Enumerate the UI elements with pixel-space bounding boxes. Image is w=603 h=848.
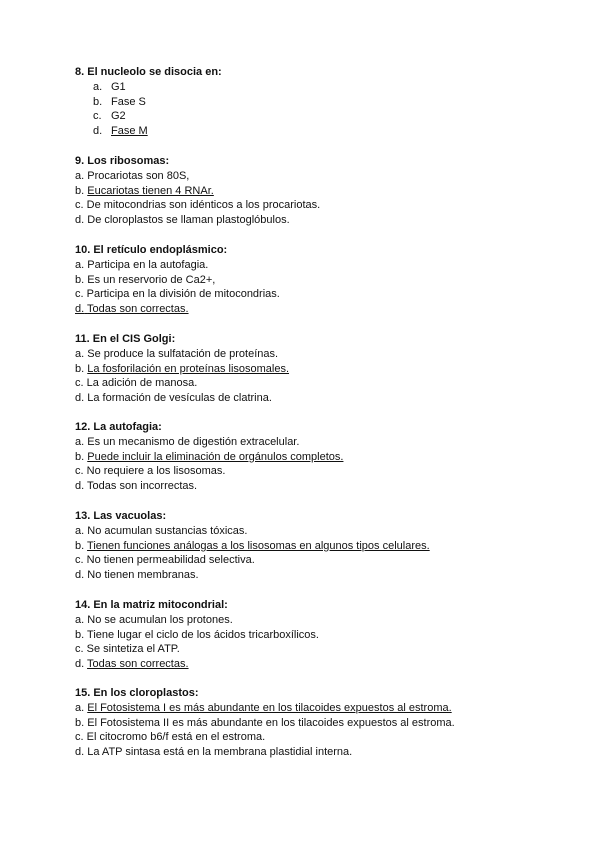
option-d xyxy=(75,124,575,139)
option-text: De cloroplastos se llaman plastoglóbulos. xyxy=(87,214,290,227)
option-text: No se acumulan los protones. xyxy=(87,613,233,626)
option-a xyxy=(75,435,575,450)
option-text: El Fotosistema II es más abundante en los tilacoides expuestos al estroma. xyxy=(87,716,455,729)
option-text-correct: La fosforilación en proteínas lisosomales. xyxy=(87,362,290,375)
option-text: La adición de manosa. xyxy=(86,377,198,390)
option-label: a. xyxy=(75,347,85,360)
option-text: El citocromo b6/f está en el estroma. xyxy=(86,731,266,744)
option-text: Procariotas son 80S, xyxy=(87,169,190,182)
option-label: a. xyxy=(93,80,103,93)
option-d xyxy=(75,745,575,760)
option-a xyxy=(75,524,575,539)
question-9 xyxy=(75,154,575,228)
option-text: Participa en la división de mitocondrias. xyxy=(86,288,280,301)
option-label: a. xyxy=(75,258,85,271)
option-label: b. xyxy=(75,628,85,641)
option-c xyxy=(75,553,575,568)
option-d xyxy=(75,479,575,494)
option-label: b. xyxy=(75,716,85,729)
option-label: a. xyxy=(75,169,85,182)
option-text: No requiere a los lisosomas. xyxy=(86,465,226,478)
option-label: a. xyxy=(75,701,85,714)
option-text: Todas son incorrectas. xyxy=(87,480,198,493)
option-c xyxy=(75,730,575,745)
question-10 xyxy=(75,243,575,317)
option-text-correct: Fase M xyxy=(111,125,148,138)
option-text: Participa en la autofagia. xyxy=(87,258,209,271)
option-text: Es un mecanismo de digestión extracelular. xyxy=(87,435,300,448)
option-c xyxy=(75,287,575,302)
option-a xyxy=(75,169,575,184)
question-12 xyxy=(75,420,575,494)
option-label: a. xyxy=(75,613,85,626)
question-title: 13. Las vacuolas: xyxy=(75,510,167,522)
option-label: c. xyxy=(75,288,84,301)
question-title: 14. En la matriz mitocondrial: xyxy=(75,599,228,611)
option-label: b. xyxy=(75,273,85,286)
option-b xyxy=(75,716,575,731)
option-d xyxy=(75,391,575,406)
option-c xyxy=(75,109,575,124)
question-8 xyxy=(75,65,575,139)
option-label: a. xyxy=(75,435,85,448)
option-label: c. xyxy=(93,110,102,123)
option-b xyxy=(75,362,575,377)
option-text: G2 xyxy=(111,110,126,123)
option-label: c. xyxy=(75,554,84,567)
option-text-correct: El Fotosistema I es más abundante en los tilacoides expuestos al estroma. xyxy=(87,701,452,714)
option-text: No tienen permeabilidad selectiva. xyxy=(86,554,255,567)
option-c xyxy=(75,642,575,657)
option-label: a. xyxy=(75,524,85,537)
option-text: No acumulan sustancias tóxicas. xyxy=(87,524,248,537)
option-label: d. xyxy=(75,746,85,759)
option-text: La formación de vesículas de clatrina. xyxy=(87,392,272,405)
question-15 xyxy=(75,686,575,760)
option-label: c. xyxy=(75,643,84,656)
option-d xyxy=(75,657,575,672)
option-text: G1 xyxy=(111,80,126,93)
option-text-correct: Todas son correctas. xyxy=(87,658,189,671)
option-label: c. xyxy=(75,377,84,390)
option-text-correct: Eucariotas tienen 4 RNAr. xyxy=(87,184,214,197)
option-b xyxy=(75,450,575,465)
option-label: b. xyxy=(75,539,85,552)
option-a xyxy=(75,80,575,95)
question-11 xyxy=(75,332,575,406)
option-b xyxy=(75,539,575,554)
question-13 xyxy=(75,509,575,583)
option-d xyxy=(75,213,575,228)
option-text: La ATP sintasa está en la membrana plastidial interna. xyxy=(87,746,353,759)
question-title: 8. El nucleolo se disocia en: xyxy=(75,66,222,78)
option-b xyxy=(75,95,575,110)
option-label: b. xyxy=(75,362,85,375)
option-label: c. xyxy=(75,199,84,212)
option-a xyxy=(75,613,575,628)
option-text: Es un reservorio de Ca2+, xyxy=(87,273,216,286)
question-title: 11. En el CIS Golgi: xyxy=(75,333,176,345)
option-text: De mitocondrias son idénticos a los procariotas. xyxy=(86,199,321,212)
option-c xyxy=(75,464,575,479)
option-text-correct: Puede incluir la eliminación de orgánulos completos. xyxy=(87,450,344,463)
option-label: d. xyxy=(75,569,85,582)
question-14 xyxy=(75,598,575,672)
option-label: d. xyxy=(75,214,85,227)
option-label: b. xyxy=(75,450,85,463)
question-title: 15. En los cloroplastos: xyxy=(75,687,199,699)
option-b xyxy=(75,273,575,288)
option-text-correct: Todas son correctas. xyxy=(87,303,189,316)
question-title: 9. Los ribosomas: xyxy=(75,155,170,167)
option-text: Se sintetiza el ATP. xyxy=(86,643,180,656)
option-c xyxy=(75,376,575,391)
option-b xyxy=(75,628,575,643)
option-a xyxy=(75,701,575,716)
option-label: d. xyxy=(75,392,85,405)
option-label: b. xyxy=(93,95,103,108)
question-title: 12. La autofagia: xyxy=(75,421,162,433)
option-d xyxy=(75,568,575,583)
option-label: d. xyxy=(75,480,85,493)
option-label: d. xyxy=(75,658,85,671)
option-label: b. xyxy=(75,184,85,197)
option-text-correct: Tienen funciones análogas a los lisosomas en algunos tipos celulares. xyxy=(87,539,430,552)
option-a xyxy=(75,347,575,362)
option-label: c. xyxy=(75,465,84,478)
option-b xyxy=(75,184,575,199)
option-text: Se produce la sulfatación de proteínas. xyxy=(87,347,279,360)
option-label: d. xyxy=(93,125,103,138)
option-text: No tienen membranas. xyxy=(87,569,199,582)
option-text: Tiene lugar el ciclo de los ácidos tricarboxílicos. xyxy=(87,628,319,641)
question-title: 10. El retículo endoplásmico: xyxy=(75,244,228,256)
option-label: d. xyxy=(75,303,85,316)
option-text: Fase S xyxy=(111,95,146,108)
option-a xyxy=(75,258,575,273)
option-label: c. xyxy=(75,731,84,744)
option-d-correct xyxy=(75,302,575,317)
option-c xyxy=(75,198,575,213)
